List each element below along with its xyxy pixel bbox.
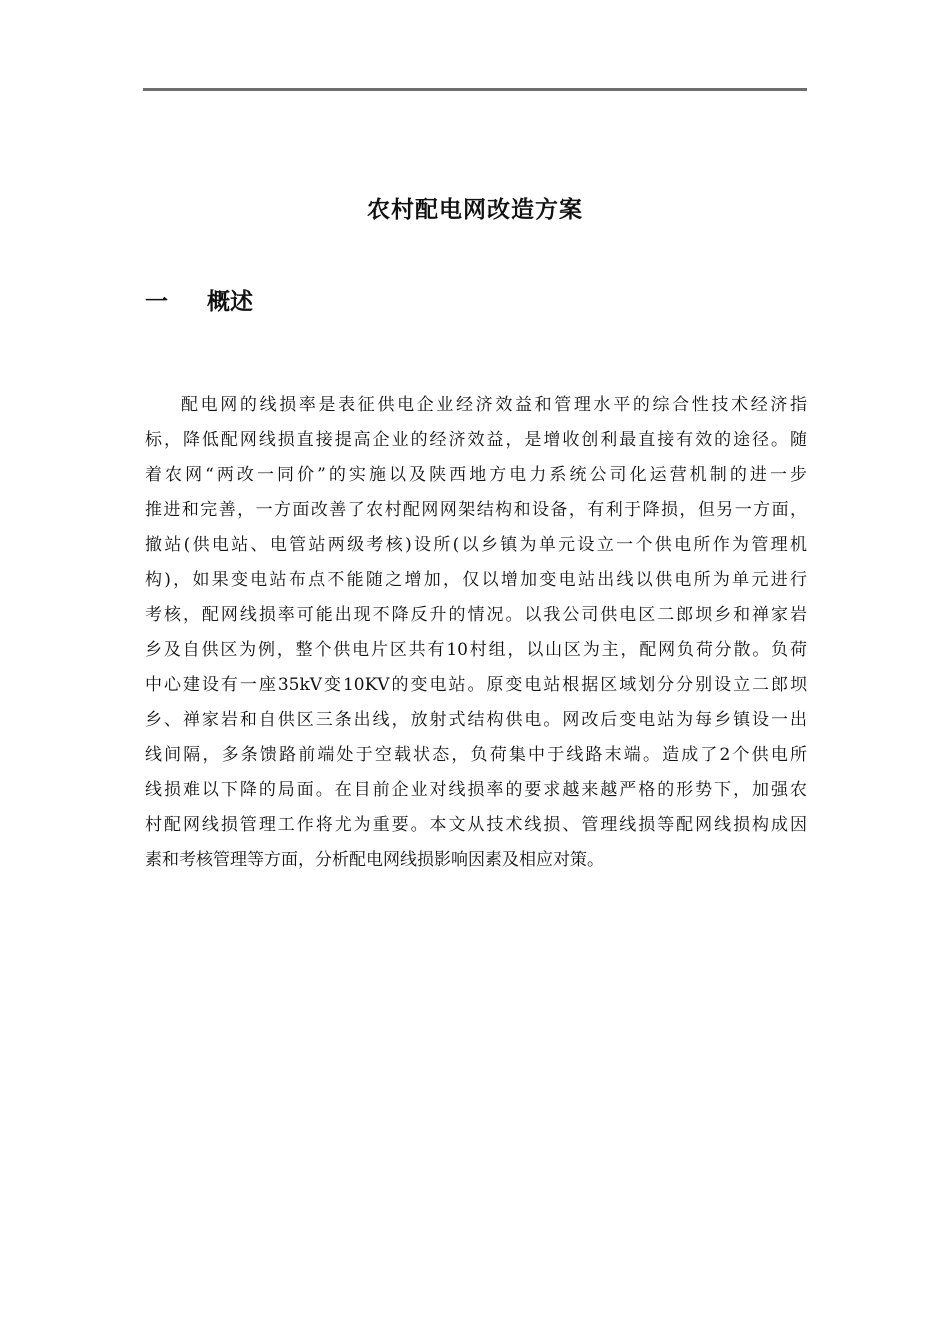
paragraph-line: 乡及自供区为例，整个供电片区共有10村组，以山区为主，配网负荷分散。负荷 xyxy=(145,640,807,660)
paragraph-line: 乡、禅家岩和自供区三条出线，放射式结构供电。网改后变电站为每乡镇设一出 xyxy=(145,710,807,730)
paragraph-line: 着农网“两改一同价”的实施以及陕西地方电力系统公司化运营机制的进一步 xyxy=(145,465,807,485)
paragraph-line: 撤站(供电站、电管站两级考核)设所(以乡镇为单元设立一个供电所作为管理机 xyxy=(145,535,807,555)
paragraph-line: 推进和完善，一方面改善了农村配网网架结构和设备，有利于降损，但另一方面， xyxy=(145,500,807,520)
paragraph-line: 配电网的线损率是表征供电企业经济效益和管理水平的综合性技术经济指 xyxy=(181,395,807,415)
paragraph-line: 线间隔，多条馈路前端处于空载状态，负荷集中于线路末端。造成了2个供电所 xyxy=(145,745,807,765)
paragraph-line: 标，降低配网线损直接提高企业的经济效益，是增收创利最直接有效的途径。随 xyxy=(145,430,807,450)
document-title: 农村配电网改造方案 xyxy=(367,197,583,223)
paragraph-line: 村配网线损管理工作将尤为重要。本文从技术线损、管理线损等配网线损构成因 xyxy=(145,815,807,835)
paragraph-line: 中心建设有一座35kV变10KV的变电站。原变电站根据区域划分分别设立二郎坝 xyxy=(145,675,807,695)
section-title: 概述 xyxy=(207,289,253,315)
section-number: 一 xyxy=(145,289,168,315)
header-rule xyxy=(143,88,807,91)
paragraph-line: 线损难以下降的局面。在目前企业对线损率的要求越来越严格的形势下，加强农 xyxy=(145,780,807,800)
section-heading xyxy=(145,284,253,320)
body-paragraph xyxy=(145,388,807,878)
paragraph-line: 构)，如果变电站布点不能随之增加，仅以增加变电站出线以供电所为单元进行 xyxy=(145,570,807,590)
paragraph-line: 素和考核管理等方面，分析配电网线损影响因素及相应对策。 xyxy=(145,850,604,870)
paragraph-line: 考核，配网线损率可能出现不降反升的情况。以我公司供电区二郎坝乡和禅家岩 xyxy=(145,605,807,625)
